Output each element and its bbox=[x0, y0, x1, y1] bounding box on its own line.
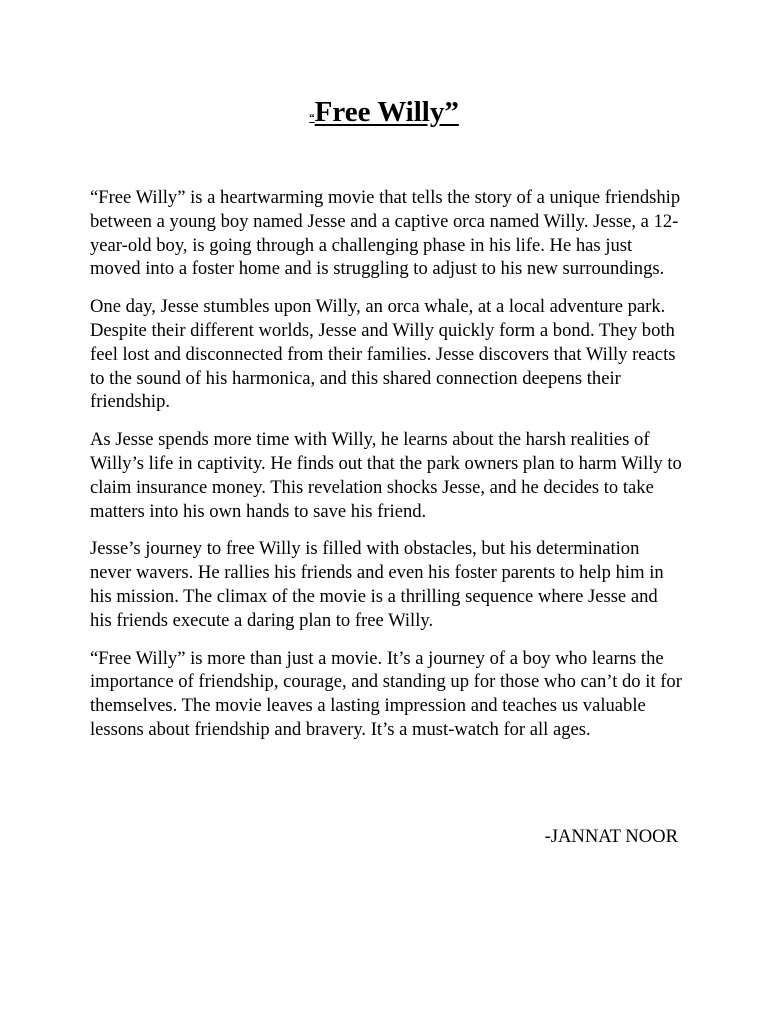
paragraph-1: “Free Willy” is a heartwarming movie that tells the story of a unique friendship between a young boy named Jesse and a captive orca named Willy. Jesse, a 12-year-old boy, is going through a challenging phase in his life. He has just moved into a foster home and is struggling to adjust to his new surroundings. bbox=[90, 187, 681, 280]
title-open-quote: “ bbox=[309, 112, 315, 124]
paragraph-4: Jesse’s journey to free Willy is filled with obstacles, but his determination never wavers. He rallies his friends and even his foster parents to help him in his mission. The climax of the movie is a thrilling sequence where Jesse and his friends execute a daring plan to free Willy. bbox=[90, 538, 664, 631]
document-body bbox=[90, 186, 684, 756]
paragraph-3: As Jesse spends more time with Willy, he learns about the harsh realities of Willy’s life in captivity. He finds out that the park owners plan to harm Willy to claim insurance money. This revelation shocks Jesse, and he decides to take matters into his own hands to save his friend. bbox=[90, 429, 682, 522]
paragraph-5: “Free Willy” is more than just a movie. It’s a journey of a boy who learns the importance of friendship, courage, and standing up for those who can’t do it for themselves. The movie leaves a lasting impression and teaches us valuable lessons about friendship and bravery. It’s a must-watch for all ages. bbox=[90, 647, 682, 740]
document-title bbox=[0, 92, 768, 138]
paragraph-2: One day, Jesse stumbles upon Willy, an orca whale, at a local adventure park. Despite their different worlds, Jesse and Willy quickly form a bond. They both feel lost and disconnected from their families. Jesse discovers that Willy reacts to the sound of his harmonica, and this shared connection deepens their friendship. bbox=[90, 296, 676, 413]
author-signature: -JANNAT NOOR bbox=[544, 826, 678, 847]
title-text: Free Willy” bbox=[314, 96, 459, 128]
